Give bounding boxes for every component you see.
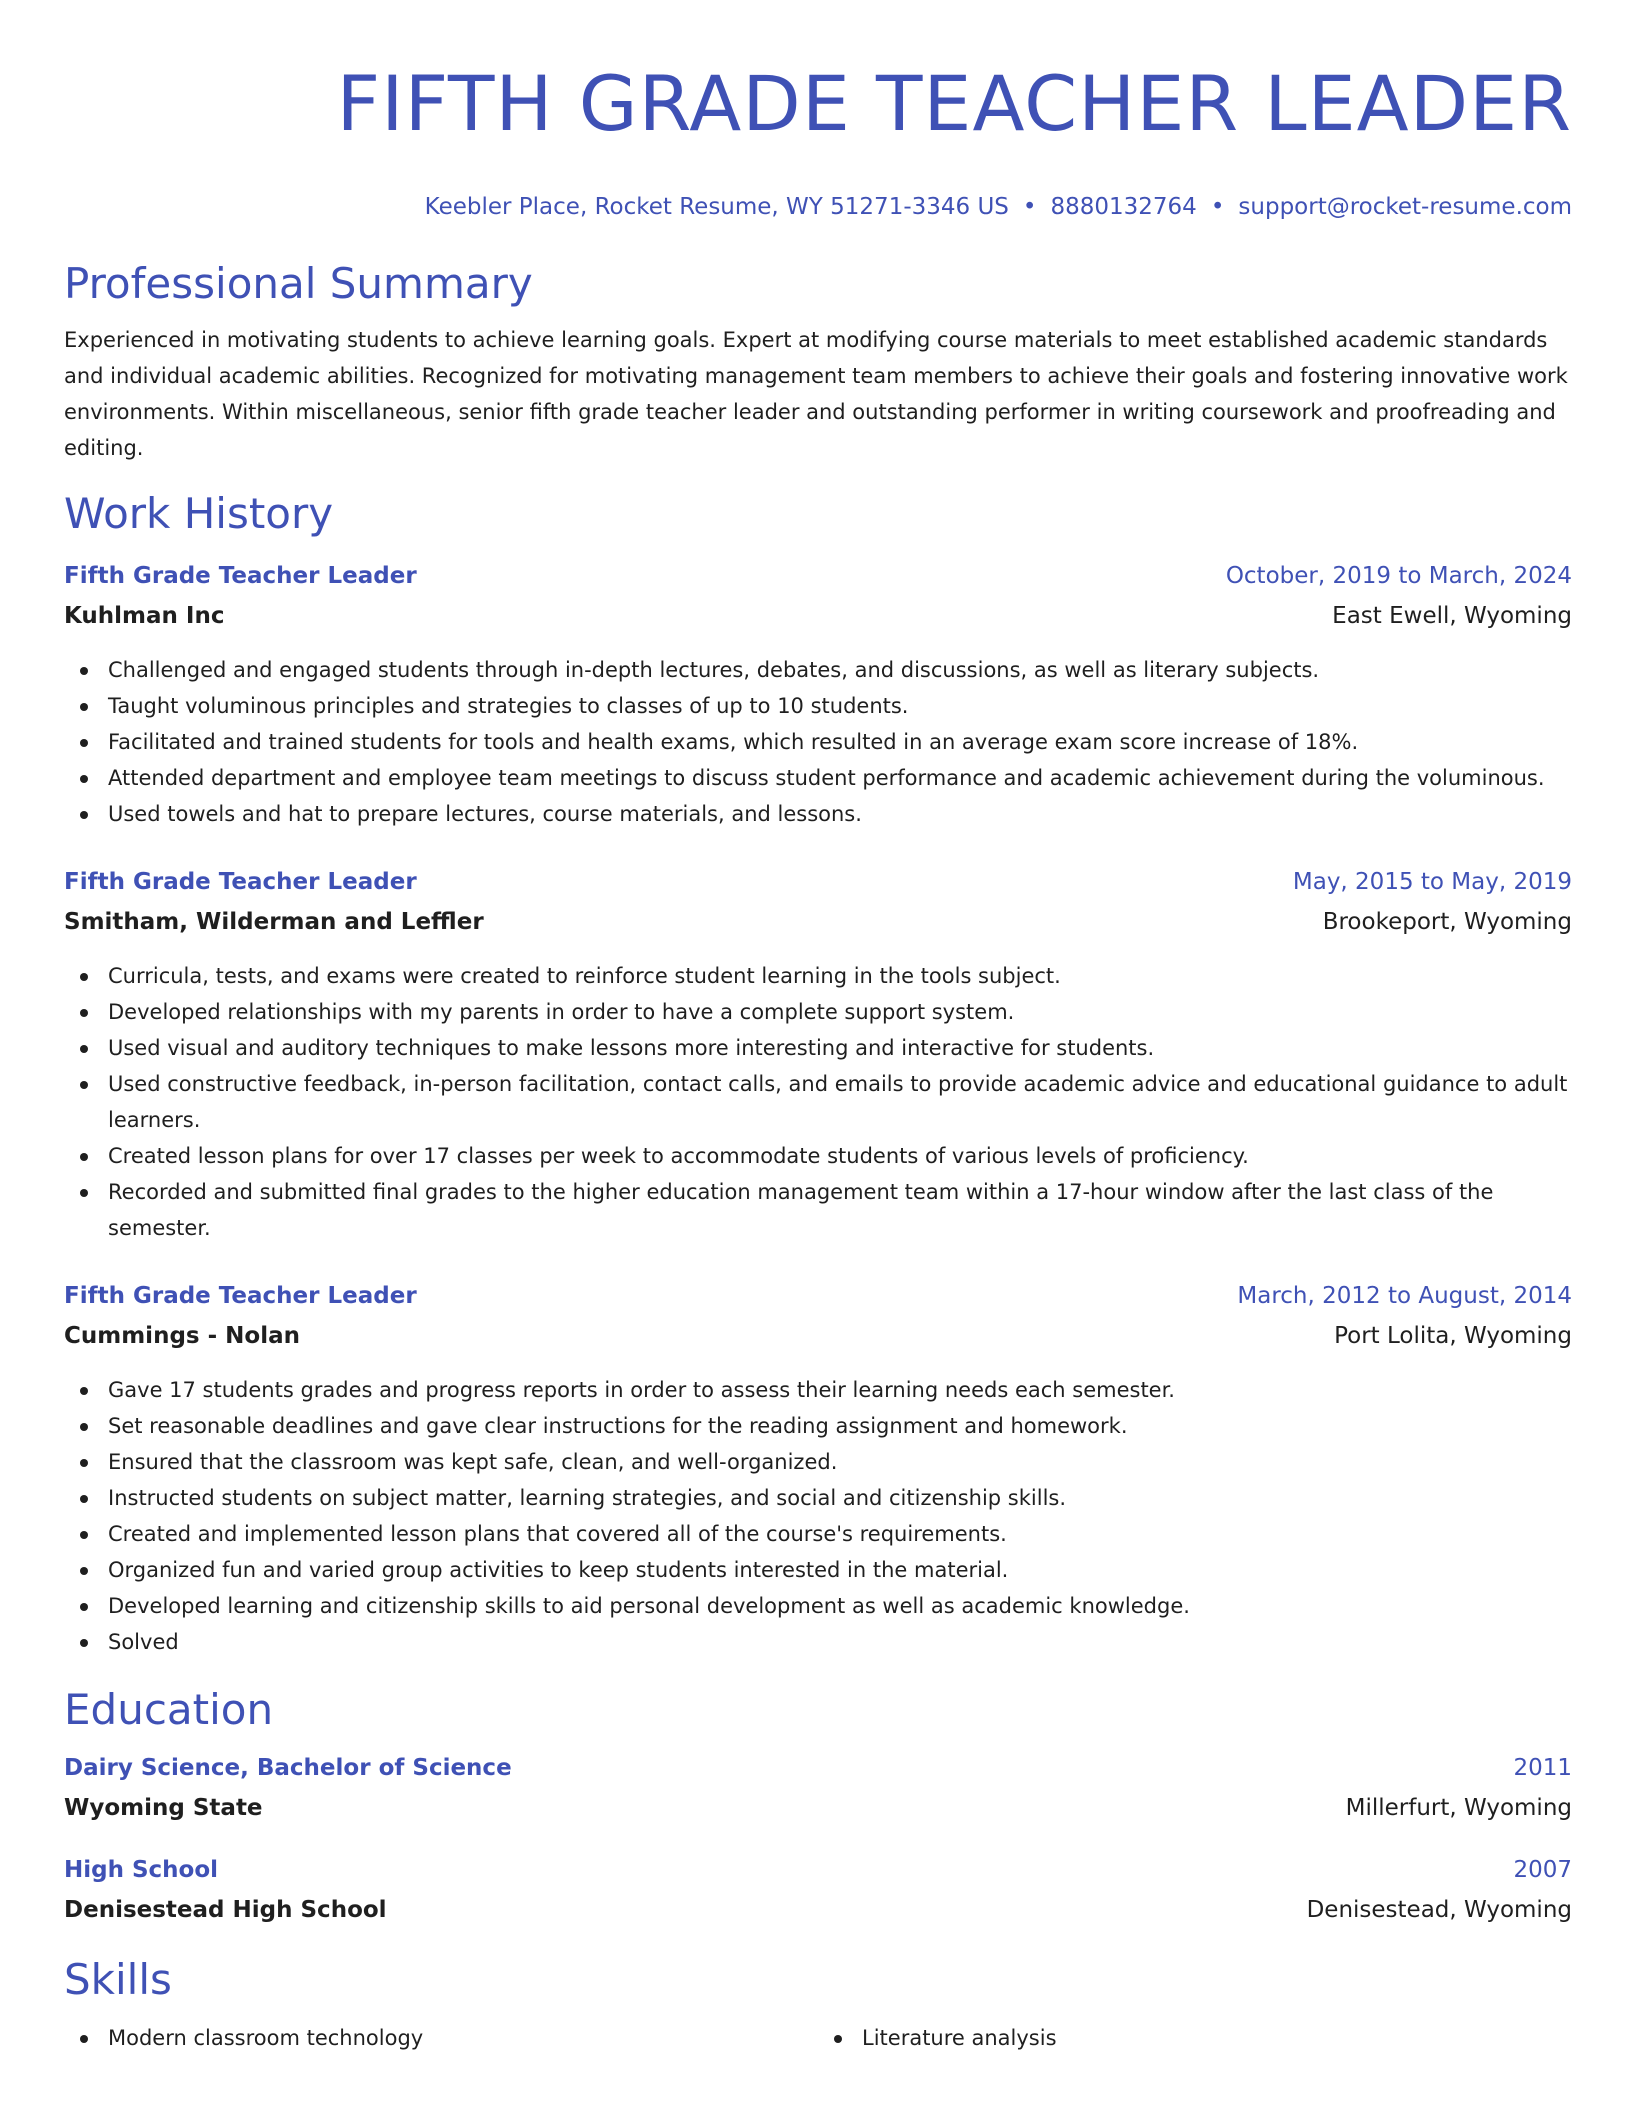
list-item: Gave 17 students grades and progress reports in order to assess their learning needs each semester. <box>64 1372 1572 1408</box>
skills-column-left <box>64 2020 818 2056</box>
list-item: Facilitated and trained students for tools and health exams, which resulted in an average exam score increase of 18%. <box>64 724 1572 760</box>
job-role: Fifth Grade Teacher Leader <box>64 869 417 895</box>
education-header <box>64 1852 1572 1888</box>
skill-item: Modern classroom technology <box>64 2020 818 2056</box>
education-entry <box>64 1750 1572 1826</box>
job-role: Fifth Grade Teacher Leader <box>64 563 417 589</box>
job-entry <box>64 1278 1572 1660</box>
job-entry <box>64 864 1572 1246</box>
list-item: Used visual and auditory techniques to make lessons more interesting and interactive for students. <box>64 1030 1572 1066</box>
contact-separator: • <box>1022 194 1037 220</box>
list-item: Taught voluminous principles and strategies to classes of up to 10 students. <box>64 688 1572 724</box>
list-item: Curricula, tests, and exams were created to reinforce student learning in the tools subject. <box>64 958 1572 994</box>
education-entry <box>64 1852 1572 1928</box>
job-bullets <box>64 1372 1572 1660</box>
list-item: Attended department and employee team meetings to discuss student performance and academic achievement during the voluminous. <box>64 760 1572 796</box>
resume-name: FIFTH GRADE TEACHER LEADER <box>336 59 1572 148</box>
section-title-education: Education <box>64 1685 274 1734</box>
skills-column-right <box>818 2020 1572 2056</box>
job-dates: May, 2015 to May, 2019 <box>1292 869 1572 895</box>
job-subheader <box>64 904 1572 940</box>
contact-phone: 8880132764 <box>1050 194 1197 220</box>
education-degree: High School <box>64 1857 219 1883</box>
job-company: Cummings - Nolan <box>64 1323 300 1349</box>
job-subheader <box>64 1318 1572 1354</box>
section-title-work: Work History <box>64 489 334 538</box>
contact-email: support@rocket-resume.com <box>1238 194 1572 220</box>
summary-text: Experienced in motivating students to achieve learning goals. Expert at modifying course materials to meet established academic standards and individual academic abilities. Recognized for motivating management team members to achieve their goals and fostering innovative work environments. Within miscellaneous, senior fifth grade teacher leader and outstanding performer in writing coursework and proofreading and editing. <box>64 328 1568 460</box>
job-location: East Ewell, Wyoming <box>1332 603 1572 629</box>
list-item: Used constructive feedback, in-person facilitation, contact calls, and emails to provide academic advice and educational guidance to adult learners. <box>64 1066 1572 1138</box>
list-item: Ensured that the classroom was kept safe, clean, and well-organized. <box>64 1444 1572 1480</box>
list-item: Created lesson plans for over 17 classes per week to accommodate students of various levels of proficiency. <box>64 1138 1572 1174</box>
education-year: 2007 <box>1513 1857 1572 1883</box>
list-item: Used towels and hat to prepare lectures, course materials, and lessons. <box>64 796 1572 832</box>
list-item: Challenged and engaged students through in-depth lectures, debates, and discussions, as well as literary subjects. <box>64 652 1572 688</box>
job-company: Kuhlman Inc <box>64 603 225 629</box>
education-year: 2011 <box>1513 1755 1572 1781</box>
list-item: Recorded and submitted final grades to the higher education management team within a 17-hour window after the last class of the semester. <box>64 1174 1572 1246</box>
contact-address: Keebler Place, Rocket Resume, WY 51271-3346 US <box>424 194 1009 220</box>
section-title-skills: Skills <box>64 1955 172 2004</box>
list-item: Instructed students on subject matter, learning strategies, and social and citizenship skills. <box>64 1480 1572 1516</box>
job-role: Fifth Grade Teacher Leader <box>64 1283 417 1309</box>
job-dates: March, 2012 to August, 2014 <box>1237 1283 1572 1309</box>
job-entry <box>64 558 1572 832</box>
job-header <box>64 558 1572 594</box>
skill-item: Literature analysis <box>818 2020 1572 2056</box>
job-location: Brookeport, Wyoming <box>1322 909 1572 935</box>
job-header <box>64 1278 1572 1314</box>
list-item: Solved <box>64 1624 1572 1660</box>
education-school: Wyoming State <box>64 1795 263 1821</box>
contact-line <box>64 192 1572 222</box>
education-location: Millerfurt, Wyoming <box>1345 1795 1572 1821</box>
list-item: Set reasonable deadlines and gave clear instructions for the reading assignment and homework. <box>64 1408 1572 1444</box>
job-subheader <box>64 598 1572 634</box>
contact-separator: • <box>1210 194 1225 220</box>
job-dates: October, 2019 to March, 2024 <box>1225 563 1572 589</box>
job-location: Port Lolita, Wyoming <box>1334 1323 1572 1349</box>
education-school: Denisestead High School <box>64 1897 387 1923</box>
education-subheader <box>64 1790 1572 1826</box>
education-location: Denisestead, Wyoming <box>1306 1897 1572 1923</box>
list-item: Organized fun and varied group activities to keep students interested in the material. <box>64 1552 1572 1588</box>
job-bullets <box>64 652 1572 832</box>
list-item: Created and implemented lesson plans that covered all of the course's requirements. <box>64 1516 1572 1552</box>
list-item: Developed learning and citizenship skills to aid personal development as well as academic knowledge. <box>64 1588 1572 1624</box>
resume-page <box>64 0 1572 2056</box>
list-item: Developed relationships with my parents in order to have a complete support system. <box>64 994 1572 1030</box>
education-header <box>64 1750 1572 1786</box>
job-header <box>64 864 1572 900</box>
job-company: Smitham, Wilderman and Leffler <box>64 909 484 935</box>
education-degree: Dairy Science, Bachelor of Science <box>64 1755 512 1781</box>
education-subheader <box>64 1892 1572 1928</box>
skills-list <box>64 2020 1572 2056</box>
section-title-summary: Professional Summary <box>64 259 533 308</box>
job-bullets <box>64 958 1572 1246</box>
